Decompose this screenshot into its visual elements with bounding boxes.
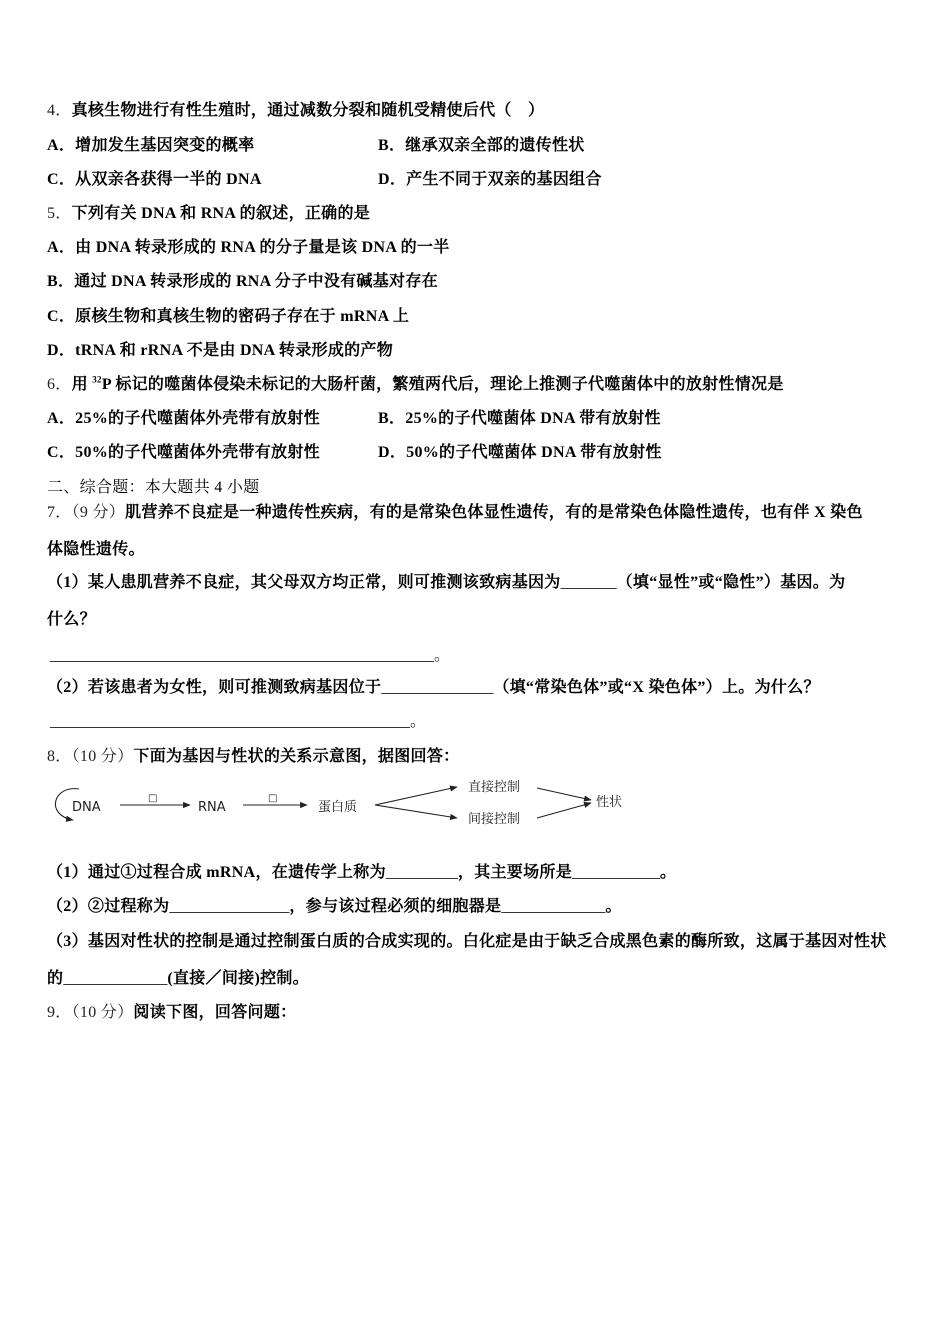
- q7-part2-answer-line: [50, 711, 426, 733]
- q8-part1-line: [47, 862, 676, 884]
- q6-option-d: D．50%的子代噬菌体 DNA 带有放射性: [378, 444, 662, 461]
- q4-number: 4．: [47, 102, 72, 119]
- q8-part2-blank2: _____________: [501, 898, 606, 915]
- diagram-indirect-label: 间接控制: [468, 812, 521, 827]
- q7-stem-line1: [47, 502, 863, 524]
- q9-text: 阅读下图，回答问题：: [133, 1004, 297, 1021]
- diagram-trait-label: 性状: [596, 795, 623, 810]
- q4-stem-line: [47, 100, 544, 122]
- q4-stem: 真核生物进行有性生殖时，通过减数分裂和随机受精使后代（ ）: [71, 102, 545, 119]
- q9-number: 9．: [47, 1004, 72, 1021]
- q8-part2-line: [47, 896, 622, 918]
- q8-part3-pre: 的: [47, 970, 64, 987]
- q7-part2-post: （填“常染色体”或“X 染色体”）上。为什么？: [493, 679, 820, 696]
- q8-part2-pre: （2）②过程称为: [47, 898, 170, 915]
- q6-option-b: B．25%的子代噬菌体 DNA 带有放射性: [378, 410, 661, 427]
- q8-part1-blank2: ___________: [572, 864, 661, 881]
- q8-part2-mid: ，参与该过程必须的细胞器是: [289, 898, 502, 915]
- diagram-direct-label: 直接控制: [468, 780, 521, 795]
- section-heading: 二、综合题：本大题共 4 小题: [47, 479, 260, 496]
- q6-stem-pre: 用: [71, 376, 93, 393]
- arrow-protein-to-indirect: [375, 805, 457, 818]
- q7-part1-line1: [47, 572, 845, 594]
- arrow-protein-to-direct: [375, 787, 457, 805]
- q7-part2-blank: ______________: [381, 679, 494, 696]
- diagram-dna-label: DNA: [72, 800, 101, 815]
- q6-isotope-mass: 32: [92, 374, 102, 385]
- q8-stem-line: [47, 746, 459, 768]
- q7-part1-answer-line: [50, 645, 450, 667]
- q6-option-a: A．25%的子代噬菌体外壳带有放射性: [47, 410, 320, 427]
- q4-option-d: D．产生不同于双亲的基因组合: [378, 171, 602, 188]
- q5-stem: 下列有关 DNA 和 RNA 的叙述，正确的是: [71, 205, 371, 222]
- q9-score: （10 分）: [71, 1004, 134, 1021]
- q8-part3-blank: _____________: [63, 970, 168, 987]
- q6-number: 6．: [47, 376, 72, 393]
- diagram-step1-label: □: [148, 793, 158, 804]
- arrow-indirect-to-trait: [537, 803, 591, 818]
- gene-trait-diagram: [45, 775, 645, 835]
- q8-part1-blank1: _________: [385, 864, 458, 881]
- q9-stem-line: [47, 1002, 296, 1024]
- q8-part1-pre: （1）通过①过程合成 mRNA，在遗传学上称为: [47, 864, 386, 881]
- q4-option-c: C．从双亲各获得一半的 DNA: [47, 171, 262, 188]
- q8-text: 下面为基因与性状的关系示意图，据图回答：: [133, 748, 460, 765]
- q7-score: （9 分）: [71, 504, 126, 521]
- diagram-step2-label: □: [268, 793, 278, 804]
- q7-part1-answer-end: 。: [434, 647, 451, 664]
- q7-part1-line2: 什么？: [47, 611, 96, 628]
- q8-part3-line2: [47, 968, 309, 990]
- q7-text-line1: 肌营养不良症是一种遗传性疾病，有的是常染色体显性遗传，有的是常染色体隐性遗传，也有伴 X 染色: [125, 504, 863, 521]
- q7-part1-blank: _______: [560, 574, 617, 591]
- q5-option-a: A．由 DNA 转录形成的 RNA 的分子量是该 DNA 的一半: [47, 239, 450, 256]
- q7-part2-answer-end: 。: [410, 713, 427, 730]
- diagram-protein-label: 蛋白质: [318, 800, 358, 815]
- q7-text-line2: 体隐性遗传。: [47, 541, 145, 558]
- q4-option-b: B．继承双亲全部的遗传性状: [378, 137, 585, 154]
- q7-part1-answer-blank: ________________________________________________: [50, 647, 434, 664]
- q5-option-c: C．原核生物和真核生物的密码子存在于 mRNA 上: [47, 308, 410, 325]
- q8-part3-line1: （3）基因对性状的控制是通过控制蛋白质的合成实现的。白化症是由于缺乏合成黑色素的酶所致，这属于基因对性状: [47, 933, 887, 950]
- diagram-rna-label: RNA: [198, 800, 226, 815]
- q6-option-c: C．50%的子代噬菌体外壳带有放射性: [47, 444, 320, 461]
- q8-part1-end: 。: [660, 864, 677, 881]
- q5-number: 5．: [47, 205, 72, 222]
- q6-stem-post: P 标记的噬菌体侵染未标记的大肠杆菌，繁殖两代后，理论上推测子代噬菌体中的放射性情况是: [101, 376, 784, 393]
- q7-part2-line1: [47, 677, 820, 699]
- q8-part3-post: (直接／间接)控制。: [167, 970, 309, 987]
- q7-part1-pre: （1）某人患肌营养不良症，其父母双方均正常，则可推测该致病基因为: [47, 574, 561, 591]
- q7-part1-post: （填“显性”或“隐性”）基因。为: [616, 574, 846, 591]
- q8-part2-blank1: _______________: [169, 898, 290, 915]
- q5-stem-line: [47, 203, 370, 225]
- q6-stem-line: [47, 374, 784, 396]
- q7-part2-pre: （2）若该患者为女性，则可推测致病基因位于: [47, 679, 382, 696]
- q7-number: 7．: [47, 504, 72, 521]
- q7-part2-answer-blank: _____________________________________________: [50, 713, 410, 730]
- q8-number: 8．: [47, 748, 72, 765]
- arrow-direct-to-trait: [537, 788, 591, 800]
- q4-option-a: A．增加发生基因突变的概率: [47, 137, 255, 154]
- q5-option-b: B．通过 DNA 转录形成的 RNA 分子中没有碱基对存在: [47, 273, 438, 290]
- q5-option-d: D．tRNA 和 rRNA 不是由 DNA 转录形成的产物: [47, 342, 394, 359]
- q8-part2-end: 。: [605, 898, 622, 915]
- q8-part1-mid: ，其主要场所是: [457, 864, 573, 881]
- q8-score: （10 分）: [71, 748, 134, 765]
